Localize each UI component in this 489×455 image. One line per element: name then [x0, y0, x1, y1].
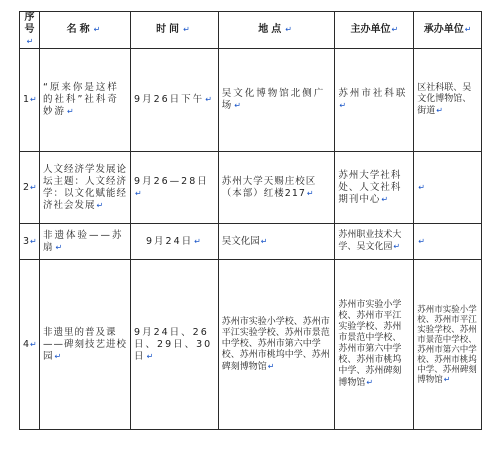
- cell-name: 非遗里的普及课——碑刻技艺进校园↵: [39, 260, 130, 430]
- cell-host: 苏州大学社科处、人文社科期刊中心↵: [335, 152, 414, 224]
- cell-seq: 4↵: [20, 260, 40, 430]
- cell-name: 非遗体验——苏扇↵: [39, 224, 130, 260]
- cell-seq: 2↵: [20, 152, 40, 224]
- cell-seq: 3↵: [20, 224, 40, 260]
- cell-organizer: 苏州市实验小学校、苏州市平江实验学校、苏州市景范中学校、苏州市第六中学校、苏州市桃坞中学、苏州碑刻博物馆↵: [414, 260, 482, 430]
- table-row: [20, 152, 482, 224]
- cell-time: 9月26—28日↵: [131, 152, 219, 224]
- cell-organizer: ↵: [414, 152, 482, 224]
- cell-time: 9月24日↵: [131, 224, 219, 260]
- cell-host: 苏州市社科联↵: [335, 49, 414, 152]
- header-time: 时间↵: [131, 12, 219, 49]
- schedule-table: [19, 11, 482, 430]
- cell-time: 9月26日下午↵: [131, 49, 219, 152]
- cell-name: 人文经济学发展论坛主题：人文经济学：以文化赋能经济社会发展↵: [39, 152, 130, 224]
- table-header-row: [20, 12, 482, 49]
- cell-seq: 1↵: [20, 49, 40, 152]
- header-name: 名称↵: [39, 12, 130, 49]
- table-row: [20, 224, 482, 260]
- cell-organizer: 区社科联、吴文化博物馆、街道↵: [414, 49, 482, 152]
- cell-time: 9月24日、26日、29日、30日↵: [131, 260, 219, 430]
- cell-organizer: ↵: [414, 224, 482, 260]
- header-place: 地点↵: [218, 12, 335, 49]
- cell-name: “原来你是这样的社科”社科奇妙游↵: [39, 49, 130, 152]
- header-seq: 序号↵: [20, 12, 40, 49]
- cell-place: 苏州市实验小学校、苏州市平江实验学校、苏州市景范中学校、苏州市第六中学校、苏州市桃坞中学、苏州碑刻博物馆↵: [218, 260, 335, 430]
- cell-place: 吴文化园↵: [218, 224, 335, 260]
- header-organizer: 承办单位↵: [414, 12, 482, 49]
- table-row: [20, 49, 482, 152]
- table-row: [20, 260, 482, 430]
- cell-host: 苏州市实验小学校、苏州市平江实验学校、苏州市景范中学校、苏州市第六中学校、苏州市桃坞中学、苏州碑刻博物馆↵: [335, 260, 414, 430]
- header-host: 主办单位↵: [335, 12, 414, 49]
- cell-place: 苏州大学天赐庄校区（本部）红楼217↵: [218, 152, 335, 224]
- cell-host: 苏州职业技术大学、吴文化园↵: [335, 224, 414, 260]
- cell-place: 吴文化博物馆北侧广场↵: [218, 49, 335, 152]
